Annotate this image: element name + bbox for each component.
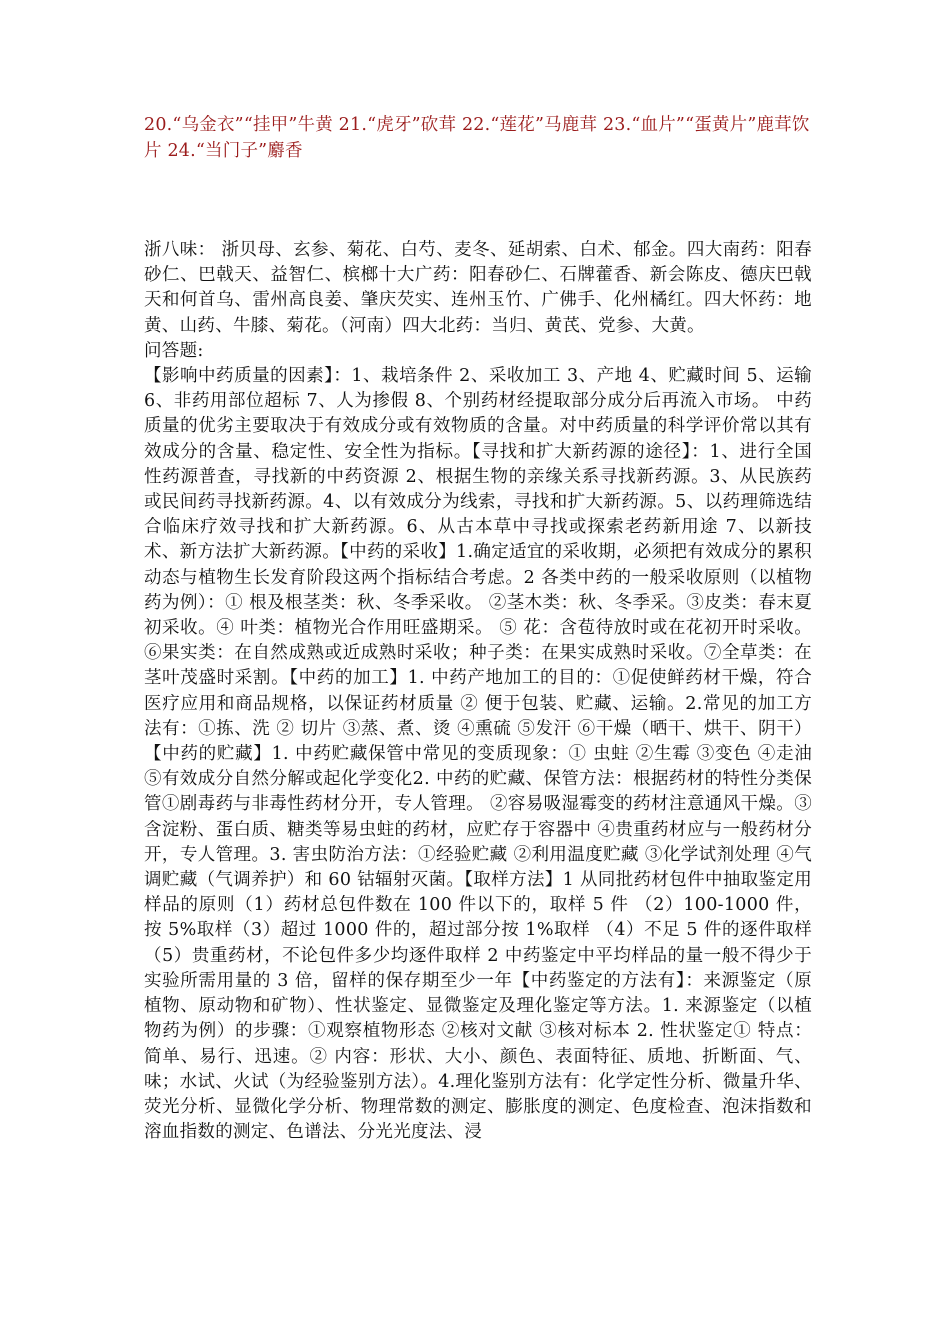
herbs-paragraph: 浙八味： 浙贝母、玄参、菊花、白芍、麦冬、延胡索、白术、郁金。四大南药：阳春砂仁、巴戟天、益智仁、槟榔十大广药：阳春砂仁、石牌藿香、新会陈皮、德庆巴戟天和何首乌、雷州高良姜、肇庆芡实、连州玉竹、广佛手、化州橘红。四大怀药：地黄、山药、牛膝、菊花。（河南）四大北药：当归、黄芪、党参、大黄。 (144, 240, 812, 336)
main-paragraph: 【影响中药质量的因素】：1、栽培条件 2、采收加工 3、产地 4、贮藏时间 5、运输 6、非药用部位超标 7、人为掺假 8、个别药材经提取部分成分后再流入市场。 中药质量的优劣主要取决于有效成分或有效物质的含量。对中药质量的科学评价常以其有效成分的含量、稳定性、安全性为指标。【寻找和扩大新药源的途径】：1、进行全国性药源普查，寻找新的中药资源 2、根据生物的亲缘关系寻找新药源。3、从民族药或民间药寻找新药源。4、以有效成分为线索，寻找和扩大新药源。5、以药理筛选结合临床疗效寻找和扩大新药源。6、从古本草中寻找或探索老药新用途 7、以新技术、新方法扩大新药源。【中药的采收】1.确定适宜的采收期，必须把有效成分的累积动态与植物生长发育阶段这两个指标结合考虑。2 各类中药的一般采收原则（以植物药为例）：① 根及根茎类：秋、冬季采收。 ②茎木类：秋、冬季采。③皮类：春末夏初采收。④ 叶类：植物光合作用旺盛期采。 ⑤ 花：含苞待放时或在花初开时采收。⑥果实类：在自然成熟或近成熟时采收；种子类：在果实成熟时采收。⑦全草类：在茎叶茂盛时采割。【中药的加工】1. 中药产地加工的目的：①促使鲜药材干燥，符合医疗应用和商品规格，以保证药材质量 ② 便于包装、贮藏、运输。2.常见的加工方法有：①拣、洗 ② 切片 ③蒸、煮、烫 ④熏硫 ⑤发汗 ⑥干燥（晒干、烘干、阴干）【中药的贮藏】1. 中药贮藏保管中常见的变质现象：① 虫蛀 ②生霉 ③变色 ④走油 ⑤有效成分自然分解或起化学变化2. 中药的贮藏、保管方法：根据药材的特性分类保管①剧毒药与非毒性药材分开，专人管理。 ②容易吸湿霉变的药材注意通风干燥。③含淀粉、蛋白质、糖类等易虫蛀的药材，应贮存于容器中 ④贵重药材应与一般药材分开，专人管理。3. 害虫防治方法：①经验贮藏 ②利用温度贮藏 ③化学试剂处理 ④气调贮藏（气调养护）和 60 钴辐射灭菌。【取样方法】1 从同批药材包件中抽取鉴定用样品的原则（1）药材总包件数在 100 件以下的，取样 5 件 （2）100-1000 件，按 5%取样（3）超过 1000 件的，超过部分按 1%取样 （4）不足 5 件的逐件取样（5）贵重药材，不论包件多少均逐件取样 2 中药鉴定中平均样品的量一般不得少于实验所需用量的 3 倍，留样的保存期至少一年【中药鉴定的方法有】：来源鉴定（原植物、原动物和矿物）、性状鉴定、显微鉴定及理化鉴定等方法。1. 来源鉴定（以植物药为例）的步骤：①观察植物形态 ②核对文献 ③核对标本 2. 性状鉴定① 特点：简单、易行、迅速。② 内容：形状、大小、颜色、表面特征、质地、折断面、气、味；水试、火试（为经验鉴别方法）。4.理化鉴别方法有：化学定性分析、微量升华、荧光分析、显微化学分析、物理常数的测定、膨胀度的测定、色度检查、泡沫指数和溶血指数的测定、色谱法、分光光度法、浸 (144, 366, 812, 1143)
document-body (144, 238, 812, 1145)
highlighted-list: 20.“乌金衣”“挂甲”牛黄 21.“虎牙”砍茸 22.“莲花”马鹿茸 23.“血片”“蛋黄片”鹿茸饮片 24.“当门子”麝香 (144, 115, 810, 161)
qa-label: 问答题: (144, 340, 204, 361)
